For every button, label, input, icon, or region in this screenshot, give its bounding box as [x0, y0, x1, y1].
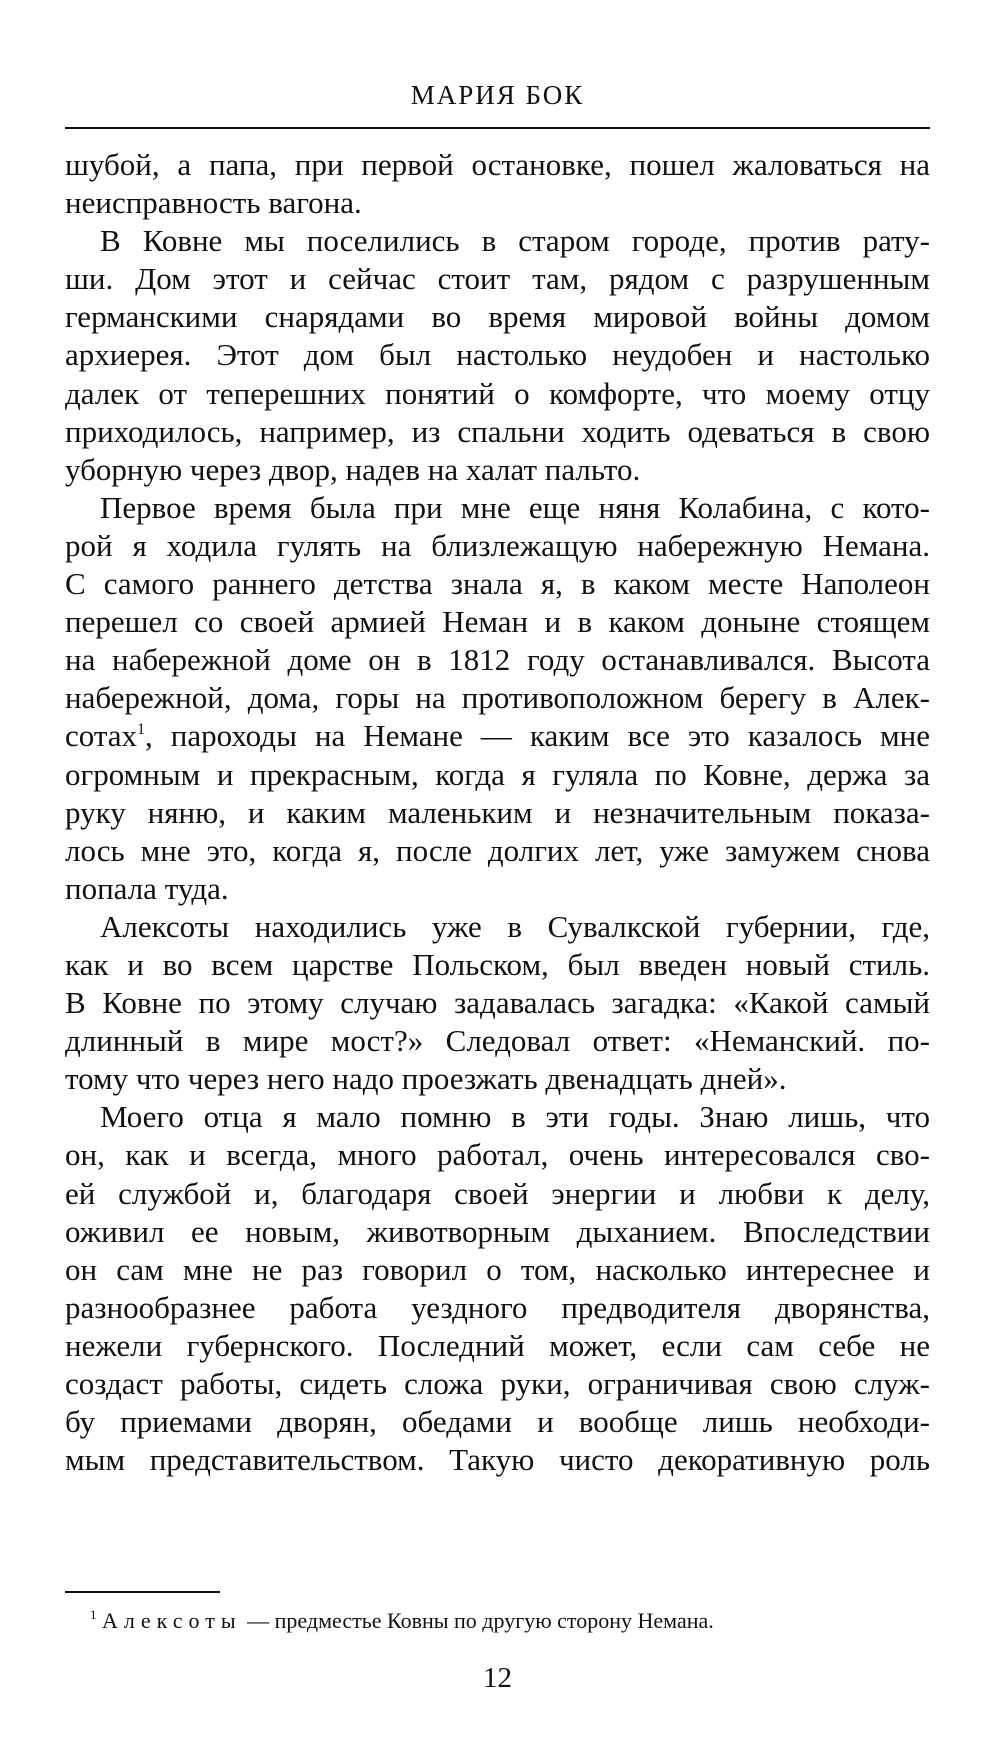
text-line-with-footnote	[65, 717, 930, 755]
text-line: архиерея. Этот дом был настолько неудобен и настолько	[65, 337, 930, 373]
text-line: бу приемами дворян, обедами и вообще лишь необходи-	[65, 1404, 930, 1440]
text-line: далек от теперешних понятий о комфорте, что моему отцу	[65, 375, 930, 411]
text-line: огромным и прекрасным, когда я гуляла по Ковне, держа за	[65, 756, 930, 792]
text-line: создаст работы, сидеть сложа руки, ограничивая свою служ-	[65, 1366, 930, 1401]
text-line: В Ковне по этому случаю задавалась загадка: «Какой самый	[65, 985, 930, 1021]
text-line: тому что через него надо проезжать двенадцать дней».	[65, 1061, 787, 1097]
footnote-reference: 1	[137, 721, 146, 739]
header-rule	[65, 127, 930, 129]
text-line: перешел со своей армией Неман и в каком доныне стоящем	[65, 604, 930, 640]
text-line: он, как и всегда, много работал, очень интересовался сво-	[65, 1137, 930, 1173]
text-line: Алексоты находились уже в Сувалкской губернии, где,	[100, 908, 930, 944]
text-line: оживил ее новым, животворным дыханием. Впоследствии	[65, 1213, 930, 1249]
text-fragment: , пароходы на Немане — каким все это казалось мне	[145, 718, 930, 754]
text-line: Первое время была при мне еще няня Колабина, с кото-	[100, 489, 930, 525]
running-title: МАРИЯ БОК	[410, 80, 585, 110]
text-line: рой я ходила гулять на близлежащую набережную Немана.	[65, 527, 930, 563]
text-fragment: сотах	[65, 718, 138, 754]
text-line: шубой, а папа, при первой остановке, пошел жаловаться на	[65, 147, 930, 182]
main-text	[65, 146, 930, 1479]
text-line: длинный в мире мост?» Следовал ответ: «Неманский. по-	[65, 1023, 930, 1059]
text-line: неисправность вагона.	[65, 185, 362, 221]
text-line: попала туда.	[65, 870, 229, 906]
text-line: нежели губернского. Последний может, если сам себе не	[65, 1327, 930, 1363]
text-line: лось мне это, когда я, после долгих лет, уже замужем снова	[65, 832, 930, 868]
text-line: уборную через двор, надев на халат пальто.	[65, 451, 641, 487]
text-line: руку няню, и каким маленьким и незначительным показа-	[65, 794, 930, 830]
footnote-term: Алексоты	[102, 1608, 242, 1633]
footnote	[90, 1608, 930, 1634]
text-line: ши. Дом этот и сейчас стоит там, рядом с разрушенным	[65, 261, 930, 297]
text-line: на набережной доме он в 1812 году останавливался. Высота	[65, 642, 930, 678]
text-line: германскими снарядами во время мировой войны домом	[65, 299, 930, 335]
text-line: приходилось, например, из спальни ходить одеваться в свою	[65, 413, 930, 449]
text-line: набережной, дома, горы на противоположном берегу в Алек-	[65, 680, 930, 716]
text-line: он сам мне не раз говорил о том, насколько интереснее и	[65, 1251, 930, 1287]
text-line: как и во всем царстве Польском, был введен новый стиль.	[65, 946, 930, 982]
page-number: 12	[483, 1662, 512, 1694]
footnote-marker: 1	[90, 1607, 97, 1622]
text-line: Моего отца я мало помню в эти годы. Знаю лишь, что	[100, 1099, 930, 1135]
text-line: разнообразнее работа уездного предводителя дворянства,	[65, 1289, 930, 1325]
footnote-text: — предместье Ковны по другую сторону Немана.	[241, 1608, 714, 1633]
footnote-rule	[65, 1591, 220, 1593]
text-line: ей службой и, благодаря своей энергии и любви к делу,	[65, 1175, 930, 1211]
text-line: С самого раннего детства знала я, в каком месте Наполеон	[65, 566, 930, 602]
text-line: мым представительством. Такую чисто декоративную роль	[65, 1442, 930, 1478]
text-line: В Ковне мы поселились в старом городе, против рату-	[100, 223, 930, 259]
